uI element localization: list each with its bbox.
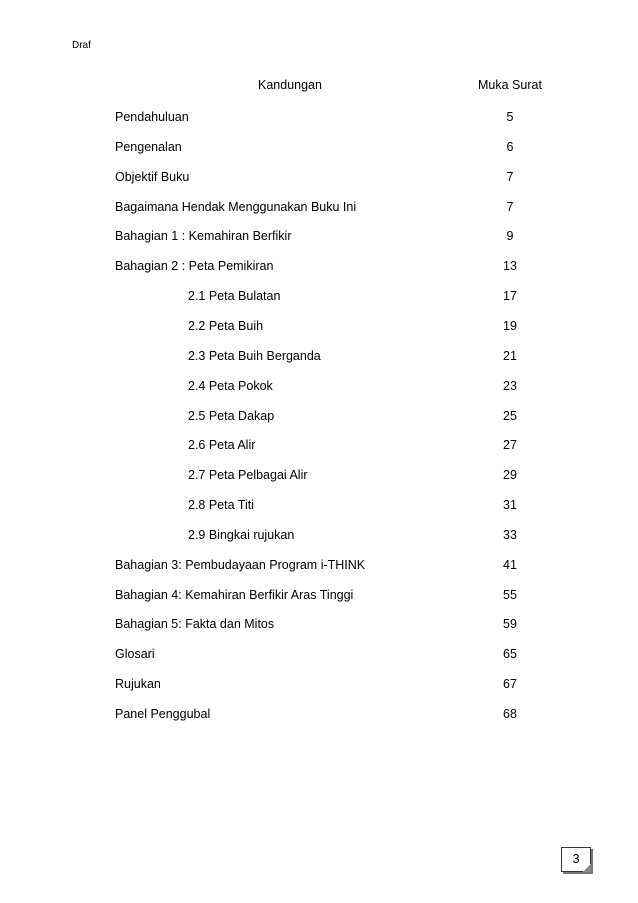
- toc-entry: [0, 317, 638, 335]
- toc-entry-title: 2.5 Peta Dakap: [188, 408, 275, 423]
- toc-entry-page: 21: [503, 348, 517, 363]
- toc-entry-page: 23: [503, 378, 517, 393]
- toc-entry-title: 2.6 Peta Alir: [188, 438, 256, 453]
- toc-entry-page: 68: [503, 707, 517, 721]
- toc-entry-page: 25: [503, 408, 517, 423]
- toc-entry: [0, 377, 638, 395]
- page-number-box: [561, 847, 591, 872]
- toc-entry-title: Glosari: [115, 647, 155, 662]
- toc-entry-page: 41: [503, 557, 517, 572]
- toc-entry-page: 59: [503, 617, 517, 632]
- toc-entry: [0, 198, 638, 216]
- toc-entry-page: 7: [506, 199, 514, 214]
- toc-entry-page: 55: [503, 587, 517, 602]
- toc-entry-title: Bahagian 5: Fakta dan Mitos: [115, 617, 275, 632]
- toc-entry-page: 67: [503, 677, 517, 692]
- toc-entry-page: 7: [506, 169, 514, 184]
- page-number: 3: [572, 852, 580, 866]
- page-fold-decoration: [583, 864, 591, 872]
- toc-entry-page: 9: [506, 229, 514, 244]
- toc-entry: [0, 615, 638, 633]
- toc-entry: [0, 168, 638, 186]
- toc-entry-title: Rujukan: [115, 677, 161, 692]
- toc-entry-title: Pendahuluan: [115, 110, 189, 124]
- toc-entry: [0, 436, 638, 454]
- toc-entry: [0, 586, 638, 604]
- toc-entry-title: Pengenalan: [115, 139, 182, 154]
- toc-entry-title: 2.7 Peta Pelbagai Alir: [188, 468, 308, 483]
- toc-entry-title: Bagaimana Hendak Menggunakan Buku Ini: [115, 199, 357, 214]
- toc-entry-title: 2.8 Peta Titi: [188, 498, 255, 513]
- toc-entry: [0, 496, 638, 514]
- toc-entry-title: Bahagian 1 : Kemahiran Berfikir: [115, 229, 292, 244]
- toc-entry-title: Objektif Buku: [115, 169, 190, 184]
- contents-heading: Kandungan: [258, 78, 322, 92]
- toc-entry-page: 19: [503, 318, 517, 333]
- toc-entry: [0, 705, 638, 723]
- toc-entry-page: 13: [503, 259, 517, 274]
- toc-entry-title: Bahagian 3: Pembudayaan Program i-THINK: [115, 557, 366, 572]
- toc-entry: [0, 675, 638, 693]
- toc-entry-title: 2.1 Peta Bulatan: [188, 289, 281, 304]
- toc-entry-page: 5: [506, 110, 514, 124]
- toc-entry-page: 27: [503, 438, 517, 453]
- toc-entry: [0, 347, 638, 365]
- toc-entry: [0, 138, 638, 156]
- toc-entry: [0, 257, 638, 275]
- toc-entry-title: 2.9 Bingkai rujukan: [188, 527, 295, 542]
- toc-entry-title: Bahagian 4: Kemahiran Berfikir Aras Tinggi: [115, 587, 354, 602]
- toc-entry: [0, 227, 638, 245]
- toc-entry-page: 6: [506, 139, 514, 154]
- toc-entry-title: Panel Penggubal: [115, 707, 211, 721]
- toc-entry: [0, 556, 638, 574]
- toc-entry-page: 29: [503, 468, 517, 483]
- toc-entry-title: 2.4 Peta Pokok: [188, 378, 273, 393]
- toc-entry: [0, 287, 638, 305]
- toc-entry: [0, 407, 638, 425]
- toc-entry-page: 65: [503, 647, 517, 662]
- toc-entry-title: 2.3 Peta Buih Berganda: [188, 348, 321, 363]
- toc-entry-page: 33: [503, 527, 517, 542]
- page-column-heading: Muka Surat: [478, 78, 542, 92]
- toc-entry: [0, 645, 638, 663]
- toc-entry-title: 2.2 Peta Buih: [188, 318, 264, 333]
- toc-entry: [0, 526, 638, 544]
- toc-entry-title: Bahagian 2 : Peta Pemikiran: [115, 259, 274, 274]
- toc-entry-page: 31: [503, 498, 517, 513]
- toc-entry: [0, 466, 638, 484]
- toc-entry: [0, 108, 638, 126]
- toc-entry-page: 17: [503, 289, 517, 304]
- draft-label: Draf: [72, 40, 91, 51]
